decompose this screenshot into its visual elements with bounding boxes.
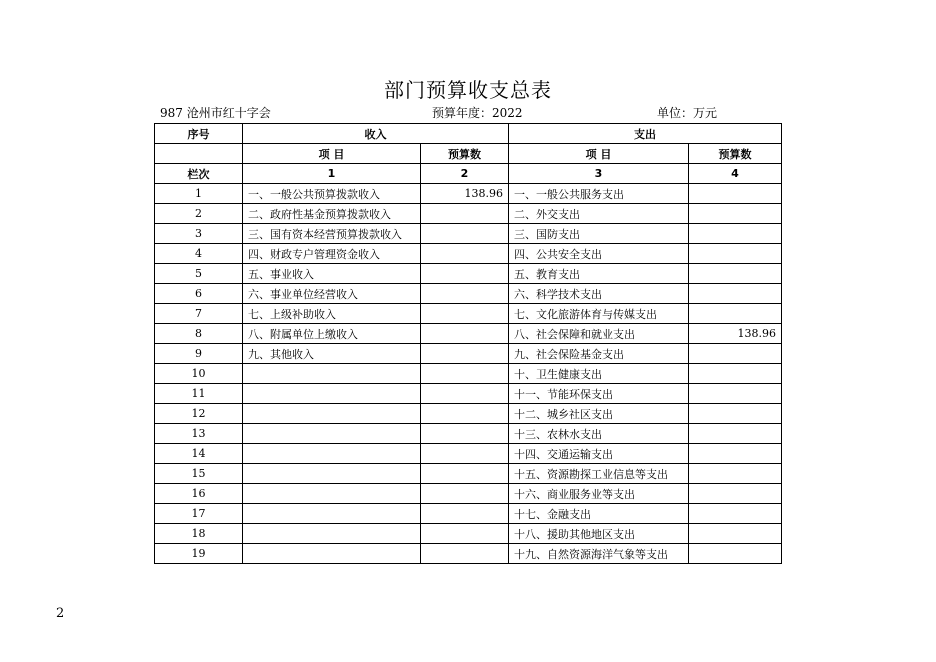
col-index-1: 1 xyxy=(243,164,421,184)
table-row xyxy=(155,324,782,344)
income-amount-cell xyxy=(421,404,509,424)
table-row xyxy=(155,364,782,384)
row-seq-cell: 15 xyxy=(155,464,243,484)
table-row xyxy=(155,444,782,464)
income-item-cell xyxy=(243,384,421,404)
expense-amount-cell xyxy=(689,424,782,444)
expense-item-cell: 十四、交通运输支出 xyxy=(509,444,689,464)
expense-item-cell: 十八、援助其他地区支出 xyxy=(509,524,689,544)
row-seq-cell: 12 xyxy=(155,404,243,424)
row-seq-cell: 11 xyxy=(155,384,243,404)
row-seq-cell: 16 xyxy=(155,484,243,504)
row-seq-cell: 13 xyxy=(155,424,243,444)
row-seq-cell: 14 xyxy=(155,444,243,464)
income-amount-header: 预算数 xyxy=(421,144,509,164)
expense-amount-cell xyxy=(689,504,782,524)
row-seq-cell: 5 xyxy=(155,264,243,284)
expense-item-cell: 十三、农林水支出 xyxy=(509,424,689,444)
table-header-row xyxy=(155,124,782,144)
column-index-row xyxy=(155,164,782,184)
expense-item-cell: 十、卫生健康支出 xyxy=(509,364,689,384)
budget-summary-table xyxy=(154,123,782,564)
income-item-cell: 九、其他收入 xyxy=(243,344,421,364)
table-row xyxy=(155,264,782,284)
expense-amount-cell xyxy=(689,344,782,364)
expense-amount-cell xyxy=(689,244,782,264)
expense-amount-cell xyxy=(689,284,782,304)
table-row xyxy=(155,504,782,524)
income-amount-cell xyxy=(421,544,509,564)
col-index-label: 栏次 xyxy=(155,164,243,184)
income-amount-cell xyxy=(421,364,509,384)
row-seq-cell: 19 xyxy=(155,544,243,564)
income-amount-cell xyxy=(421,524,509,544)
col-index-2: 2 xyxy=(421,164,509,184)
row-seq-cell: 1 xyxy=(155,184,243,204)
expense-amount-cell xyxy=(689,384,782,404)
table-row xyxy=(155,544,782,564)
expense-item-cell: 六、科学技术支出 xyxy=(509,284,689,304)
income-amount-cell xyxy=(421,344,509,364)
expense-item-cell: 一、一般公共服务支出 xyxy=(509,184,689,204)
expense-item-cell: 十五、资源勘探工业信息等支出 xyxy=(509,464,689,484)
row-seq-cell: 6 xyxy=(155,284,243,304)
expense-item-cell: 十一、节能环保支出 xyxy=(509,384,689,404)
income-amount-cell xyxy=(421,424,509,444)
table-row xyxy=(155,404,782,424)
income-item-cell xyxy=(243,404,421,424)
income-item-cell: 二、政府性基金预算拨款收入 xyxy=(243,204,421,224)
table-subheader-row xyxy=(155,144,782,164)
income-item-cell xyxy=(243,504,421,524)
expense-item-cell: 二、外交支出 xyxy=(509,204,689,224)
income-item-cell: 五、事业收入 xyxy=(243,264,421,284)
expense-amount-cell xyxy=(689,184,782,204)
table-row xyxy=(155,204,782,224)
row-seq-cell: 18 xyxy=(155,524,243,544)
row-seq-cell: 3 xyxy=(155,224,243,244)
table-row xyxy=(155,524,782,544)
budget-year-label: 预算年度：2022 xyxy=(432,106,523,120)
col-index-4: 4 xyxy=(689,164,782,184)
expense-item-cell: 十九、自然资源海洋气象等支出 xyxy=(509,544,689,564)
income-amount-cell xyxy=(421,504,509,524)
income-amount-cell xyxy=(421,324,509,344)
expense-amount-cell xyxy=(689,544,782,564)
income-amount-cell xyxy=(421,244,509,264)
row-seq-cell: 7 xyxy=(155,304,243,324)
expense-amount-cell xyxy=(689,204,782,224)
expense-header: 支出 xyxy=(509,124,782,144)
table-row xyxy=(155,344,782,364)
expense-amount-header: 预算数 xyxy=(689,144,782,164)
row-seq-cell: 2 xyxy=(155,204,243,224)
income-amount-cell xyxy=(421,284,509,304)
income-item-cell xyxy=(243,364,421,384)
income-amount-cell xyxy=(421,224,509,244)
expense-amount-cell xyxy=(689,364,782,384)
table-row xyxy=(155,184,782,204)
income-item-cell xyxy=(243,424,421,444)
expense-amount-cell xyxy=(689,224,782,244)
expense-amount-cell xyxy=(689,484,782,504)
income-amount-cell xyxy=(421,444,509,464)
income-item-cell xyxy=(243,544,421,564)
table-row xyxy=(155,284,782,304)
expense-item-cell: 四、公共安全支出 xyxy=(509,244,689,264)
income-item-cell xyxy=(243,484,421,504)
table-row xyxy=(155,304,782,324)
expense-amount-cell: 138.96 xyxy=(689,324,782,344)
expense-amount-cell xyxy=(689,524,782,544)
table-row xyxy=(155,384,782,404)
income-amount-cell: 138.96 xyxy=(421,184,509,204)
row-seq-cell: 10 xyxy=(155,364,243,384)
income-amount-cell xyxy=(421,304,509,324)
income-amount-cell xyxy=(421,484,509,504)
seq-header: 序号 xyxy=(155,124,243,144)
income-header: 收入 xyxy=(243,124,509,144)
expense-amount-cell xyxy=(689,304,782,324)
expense-amount-cell xyxy=(689,404,782,424)
organization-label: 987 沧州市红十字会 xyxy=(160,106,271,120)
income-item-cell: 四、财政专户管理资金收入 xyxy=(243,244,421,264)
table-row xyxy=(155,244,782,264)
expense-item-cell: 八、社会保障和就业支出 xyxy=(509,324,689,344)
expense-amount-cell xyxy=(689,264,782,284)
expense-item-cell: 十六、商业服务业等支出 xyxy=(509,484,689,504)
expense-item-cell: 十七、金融支出 xyxy=(509,504,689,524)
income-item-cell xyxy=(243,464,421,484)
income-amount-cell xyxy=(421,464,509,484)
income-item-header: 项 目 xyxy=(243,144,421,164)
table-row xyxy=(155,484,782,504)
income-item-cell: 一、一般公共预算拨款收入 xyxy=(243,184,421,204)
income-amount-cell xyxy=(421,204,509,224)
income-item-cell: 七、上级补助收入 xyxy=(243,304,421,324)
income-item-cell: 三、国有资本经营预算拨款收入 xyxy=(243,224,421,244)
expense-amount-cell xyxy=(689,464,782,484)
unit-label: 单位：万元 xyxy=(657,106,718,120)
row-seq-cell: 17 xyxy=(155,504,243,524)
expense-item-header: 项 目 xyxy=(509,144,689,164)
expense-item-cell: 三、国防支出 xyxy=(509,224,689,244)
income-item-cell: 八、附属单位上缴收入 xyxy=(243,324,421,344)
income-item-cell xyxy=(243,524,421,544)
expense-amount-cell xyxy=(689,444,782,464)
row-seq-cell: 8 xyxy=(155,324,243,344)
table-row xyxy=(155,224,782,244)
income-amount-cell xyxy=(421,384,509,404)
page-number: 2 xyxy=(56,606,65,621)
page-title: 部门预算收支总表 xyxy=(384,78,552,102)
col-index-3: 3 xyxy=(509,164,689,184)
table-row xyxy=(155,464,782,484)
row-seq-cell: 9 xyxy=(155,344,243,364)
income-item-cell xyxy=(243,444,421,464)
empty-cell xyxy=(155,144,243,164)
income-amount-cell xyxy=(421,264,509,284)
expense-item-cell: 五、教育支出 xyxy=(509,264,689,284)
expense-item-cell: 七、文化旅游体育与传媒支出 xyxy=(509,304,689,324)
income-item-cell: 六、事业单位经营收入 xyxy=(243,284,421,304)
row-seq-cell: 4 xyxy=(155,244,243,264)
table-row xyxy=(155,424,782,444)
expense-item-cell: 九、社会保险基金支出 xyxy=(509,344,689,364)
expense-item-cell: 十二、城乡社区支出 xyxy=(509,404,689,424)
